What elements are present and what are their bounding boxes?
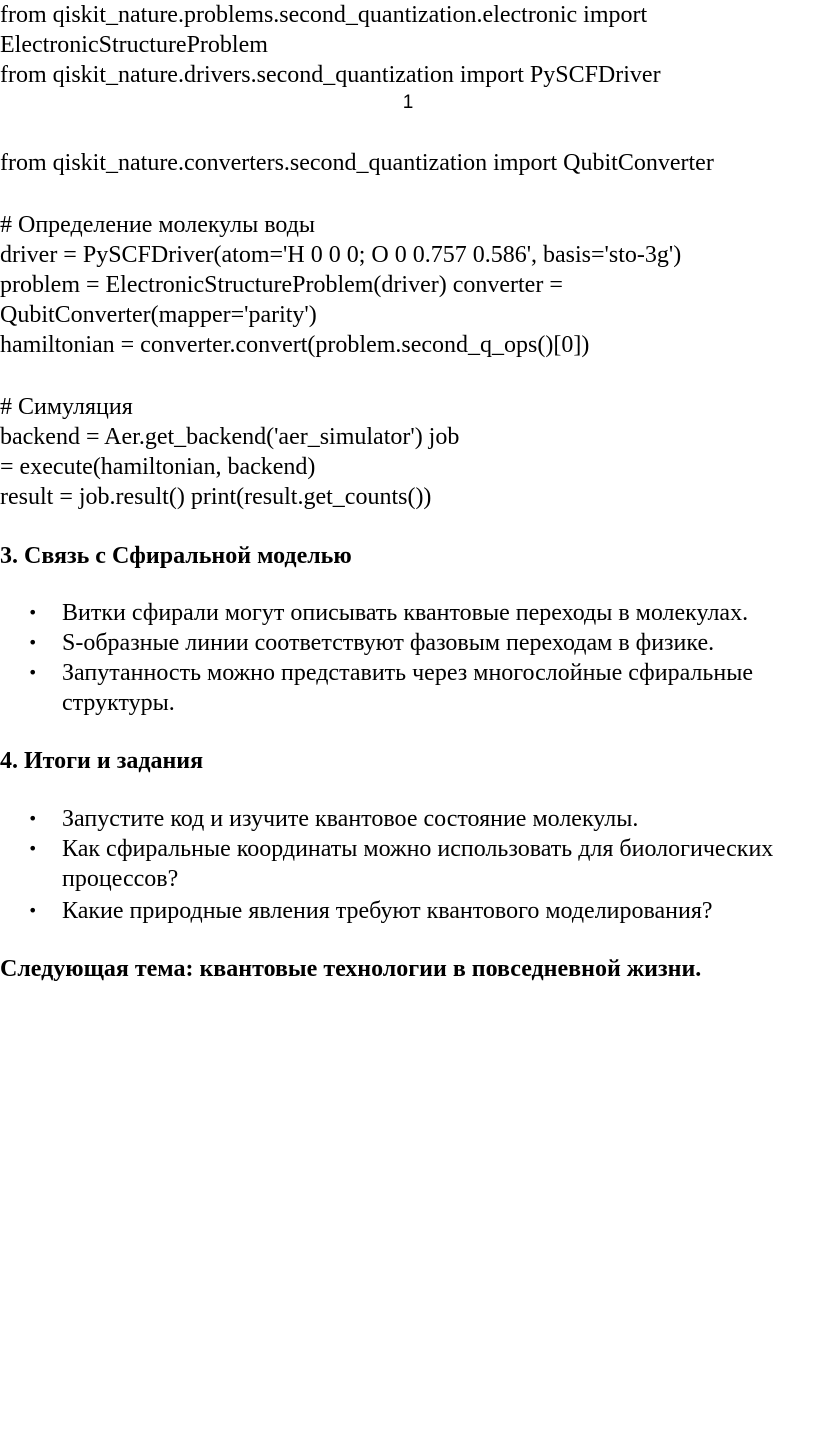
list-item-text: Какие природные явления требуют квантового моделирования? [62, 898, 713, 924]
list-item [0, 658, 802, 718]
list-item-text: Запустите код и изучите квантовое состояние молекулы. [62, 806, 639, 832]
code-line: problem = ElectronicStructureProblem(driver) converter = [0, 272, 563, 298]
list-item-text: S-образные линии соответствуют фазовым переходам в физике. [62, 630, 715, 656]
list-item-text: Витки сфирали могут описывать квантовые переходы в молекулах. [62, 600, 749, 626]
code-comment: # Симуляция [0, 394, 133, 420]
code-line: from qiskit_nature.drivers.second_quantization import PySCFDriver [0, 62, 661, 88]
bullet-icon: • [28, 633, 38, 652]
code-line: from qiskit_nature.converters.second_quantization import QubitConverter [0, 150, 714, 176]
code-line: result = job.result() print(result.get_counts()) [0, 484, 432, 510]
bullet-icon: • [28, 809, 38, 828]
bullet-icon: • [28, 663, 38, 682]
section-heading: 3. Связь с Сфиральной моделью [0, 543, 352, 569]
bullet-icon: • [28, 603, 38, 622]
section-heading: 4. Итоги и задания [0, 748, 204, 774]
bullet-icon: • [28, 839, 38, 858]
list-item [0, 598, 816, 628]
bullet-list [0, 804, 816, 926]
bullet-list [0, 598, 816, 718]
code-line: backend = Aer.get_backend('aer_simulator') job [0, 424, 460, 450]
code-line: QubitConverter(mapper='parity') [0, 302, 317, 328]
code-line: = execute(hamiltonian, backend) [0, 454, 316, 480]
code-line: hamiltonian = converter.convert(problem.second_q_ops()[0]) [0, 332, 590, 358]
page-number: 1 [402, 92, 414, 113]
list-item [0, 628, 816, 658]
list-item [0, 896, 816, 926]
bullet-icon: • [28, 901, 38, 920]
code-comment: # Определение молекулы воды [0, 212, 316, 238]
code-line: driver = PySCFDriver(atom='H 0 0 0; O 0 0.757 0.586', basis='sto-3g') [0, 242, 682, 268]
next-topic: Следующая тема: квантовые технологии в повседневной жизни. [0, 956, 702, 982]
code-line: ElectronicStructureProblem [0, 32, 268, 58]
list-item-text: Как сфиральные координаты можно использовать для биологических процессов? [62, 836, 774, 892]
list-item [0, 834, 802, 894]
list-item-text: Запутанность можно представить через многослойные сфиральные структуры. [62, 660, 753, 716]
code-line: from qiskit_nature.problems.second_quantization.electronic import [0, 2, 648, 28]
list-item [0, 804, 816, 834]
